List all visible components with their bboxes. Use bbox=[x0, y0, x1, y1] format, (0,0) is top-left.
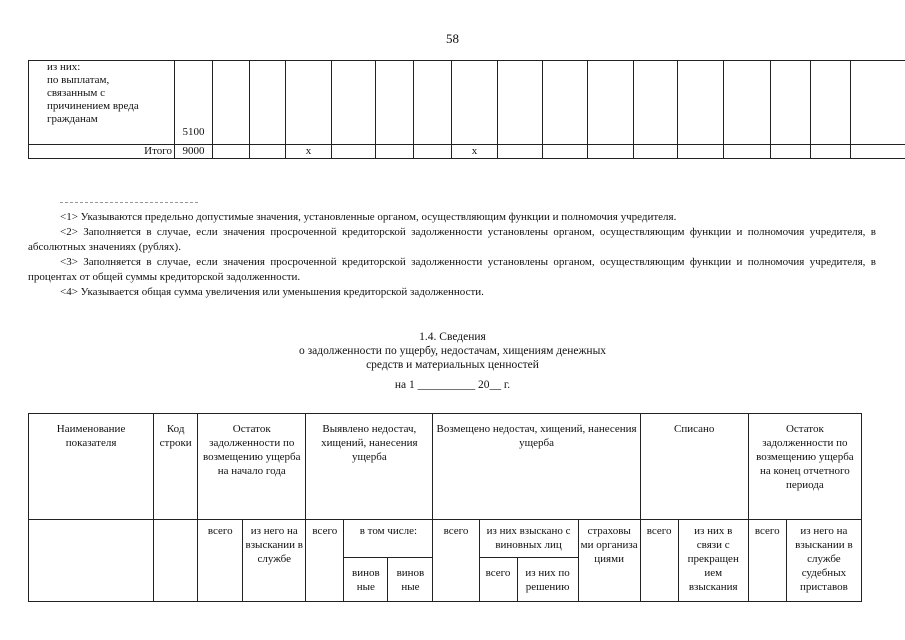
table-cell bbox=[498, 61, 543, 145]
footnote-4: <4> Указывается общая сумма увеличения или уменьшения кредиторской задолженности. bbox=[60, 286, 484, 298]
header-row bbox=[29, 414, 862, 520]
footnote-separator bbox=[60, 202, 198, 203]
sub-header-guilty: винов ные bbox=[388, 558, 433, 602]
sub-header-total: всего bbox=[640, 520, 678, 602]
sub-header-total: всего bbox=[198, 520, 243, 602]
table-cell bbox=[543, 61, 588, 145]
sub-header-total: всего bbox=[306, 520, 344, 602]
table-cell bbox=[771, 61, 811, 145]
table-cell bbox=[213, 145, 250, 159]
table-cell bbox=[332, 145, 376, 159]
table-cell bbox=[678, 61, 724, 145]
top-table bbox=[28, 60, 905, 159]
sub-header-from-guilty: из них взыскано с виновных лиц bbox=[479, 520, 578, 558]
table-row bbox=[29, 145, 905, 159]
sub-header-guilty: винов ные bbox=[344, 558, 388, 602]
sub-header-total: всего bbox=[479, 558, 517, 602]
report-date-line: на 1 __________ 20__ г. bbox=[394, 379, 511, 391]
table-cell bbox=[452, 61, 498, 145]
table-cell bbox=[771, 145, 811, 159]
col-header-name: Наименование показателя bbox=[29, 414, 154, 520]
col-header-detected: Выявлено недостач, хищений, нанесения ущерба bbox=[306, 414, 433, 520]
table-cell bbox=[376, 145, 414, 159]
row-code: 9000 bbox=[175, 145, 213, 159]
debt-table bbox=[28, 413, 862, 602]
sub-header-including: в том числе: bbox=[344, 520, 433, 558]
col-header-compensated: Возмещено недостач, хищений, нанесения ущерба bbox=[433, 414, 640, 520]
table-cell bbox=[543, 145, 588, 159]
sub-header-by-decision: из них по решению bbox=[517, 558, 578, 602]
table-cell bbox=[250, 145, 286, 159]
cell-empty bbox=[154, 520, 198, 602]
table-cell bbox=[724, 145, 771, 159]
table-cell: x bbox=[452, 145, 498, 159]
sub-header-bailiff: из него на взыскании в службе судебных приставов bbox=[786, 520, 861, 602]
table-cell bbox=[588, 61, 634, 145]
table-cell bbox=[286, 61, 332, 145]
table-cell bbox=[851, 145, 905, 159]
footnote-2: <2> Заполняется в случае, если значения просроченной кредиторской задолженности установлены органом, осуществляющим функции и полномочия учредителя, в абсолютных значениях (рублях). bbox=[28, 226, 876, 253]
page-number: 58 bbox=[446, 31, 459, 46]
table-row bbox=[29, 61, 905, 145]
sub-header-termination: из них в связи с прекращен ием взыскания bbox=[678, 520, 748, 602]
table-cell bbox=[250, 61, 286, 145]
footnote-3: <3> Заполняется в случае, если значения просроченной кредиторской задолженности установлены органом, осуществляющим функции и полномочия учредителя, в процентах от общей суммы кредиторской задолженности. bbox=[28, 256, 876, 283]
row-name: Итого bbox=[29, 145, 175, 159]
row-code: 5100 bbox=[175, 61, 213, 145]
sub-header-total: всего bbox=[433, 520, 479, 602]
table-cell bbox=[588, 145, 634, 159]
table-cell bbox=[634, 61, 678, 145]
table-cell: x bbox=[286, 145, 332, 159]
subheader-row bbox=[29, 520, 862, 558]
row-name: из них: по выплатам, связанным с причинением вреда гражданам bbox=[29, 61, 175, 145]
footnote-1: <1> Указываются предельно допустимые значения, установленные органом, осуществляющим функции и полномочия учредителя. bbox=[60, 211, 677, 223]
cell-empty bbox=[29, 520, 154, 602]
table-cell bbox=[414, 145, 452, 159]
sub-header-bailiff: из него на взыскании в службе bbox=[243, 520, 306, 602]
table-cell bbox=[414, 61, 452, 145]
col-header-written-off: Списано bbox=[640, 414, 748, 520]
section-title: 1.4. Сведения bbox=[419, 331, 486, 343]
col-header-balance-start: Остаток задолженности по возмещению ущерба на начало года bbox=[198, 414, 306, 520]
table-cell bbox=[376, 61, 414, 145]
sub-header-total: всего bbox=[748, 520, 786, 602]
table-cell bbox=[851, 61, 905, 145]
table-cell bbox=[811, 61, 851, 145]
section-subtitle: о задолженности по ущербу, недостачам, хищениям денежных bbox=[298, 345, 607, 357]
table-cell bbox=[724, 61, 771, 145]
table-cell bbox=[213, 61, 250, 145]
section-subtitle: средств и материальных ценностей bbox=[366, 359, 539, 371]
col-header-balance-end: Остаток задолженности по возмещению ущерба на конец отчетного периода bbox=[748, 414, 861, 520]
table-cell bbox=[332, 61, 376, 145]
table-cell bbox=[678, 145, 724, 159]
sub-header-insurance: страховы ми организа циями bbox=[578, 520, 640, 602]
table-cell bbox=[498, 145, 543, 159]
table-cell bbox=[634, 145, 678, 159]
col-header-code: Код строки bbox=[154, 414, 198, 520]
table-cell bbox=[811, 145, 851, 159]
